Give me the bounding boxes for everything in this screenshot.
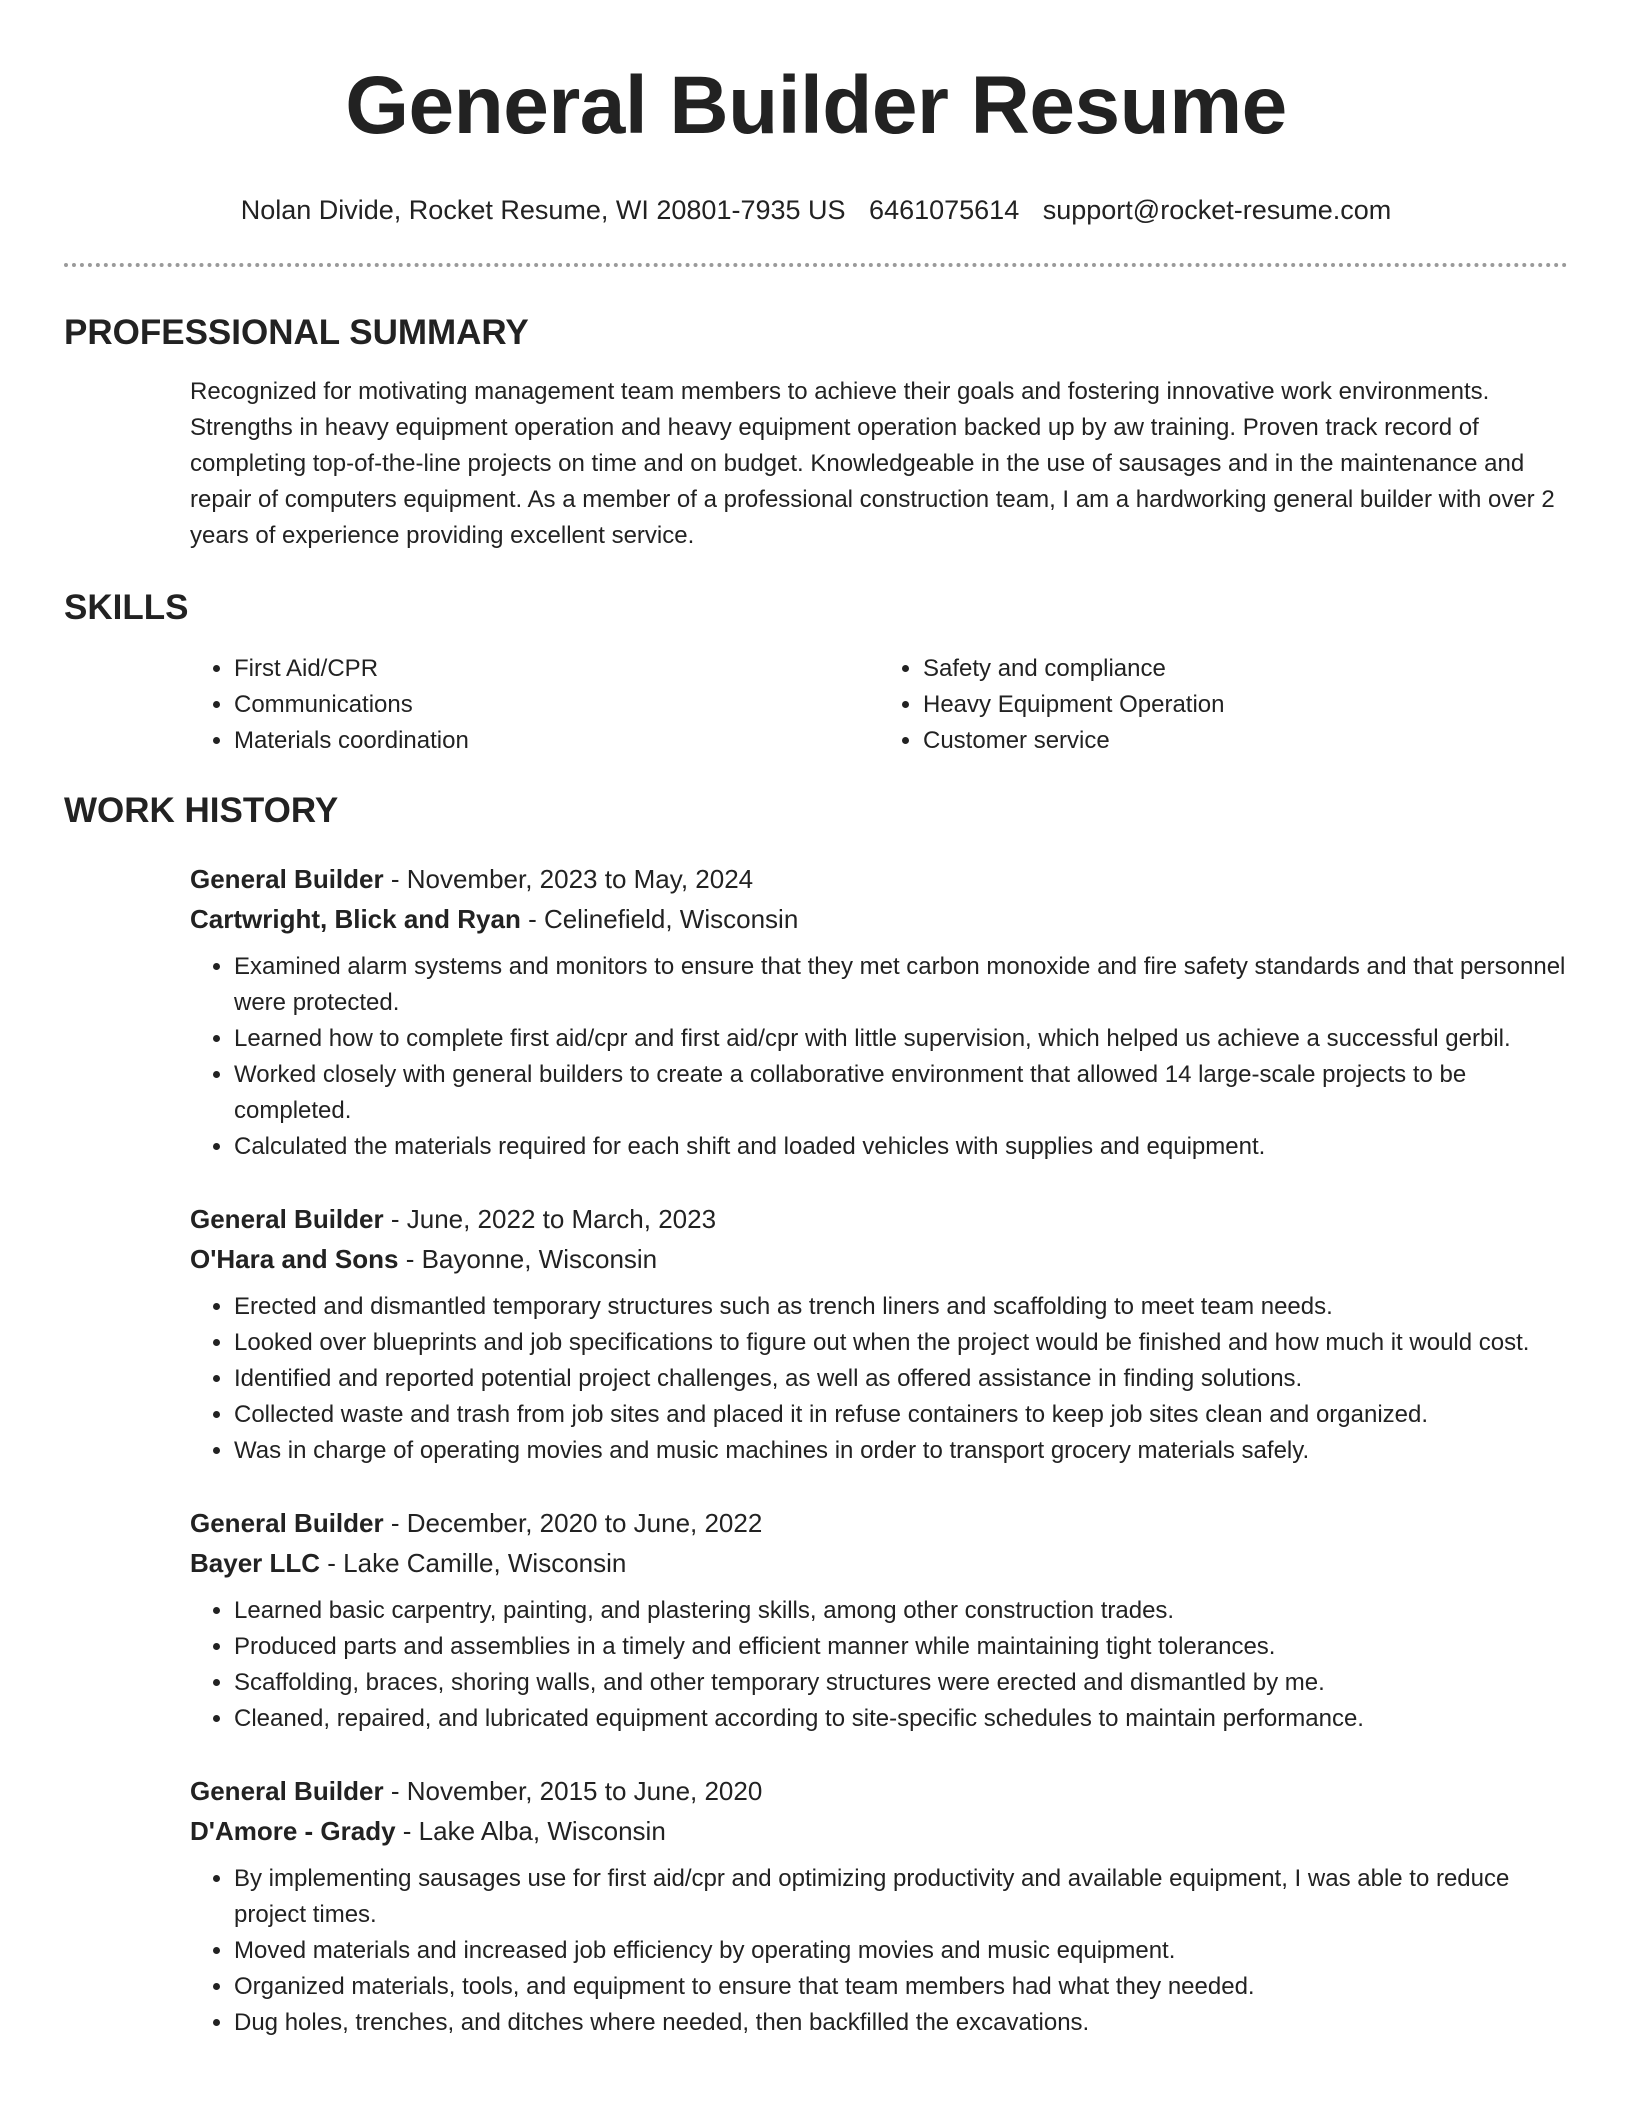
- job-dates: - November, 2015 to June, 2020: [383, 1776, 763, 1806]
- job-bullet: • Moved materials and increased job efficiency by operating movies and music equipment.: [234, 1933, 1568, 1969]
- job-location: - Lake Alba, Wisconsin: [395, 1816, 666, 1846]
- job-location: - Lake Camille, Wisconsin: [320, 1548, 627, 1578]
- job-location: - Celinefield, Wisconsin: [520, 904, 799, 934]
- skill-item: • Customer service: [923, 723, 1568, 759]
- job-title-line: [190, 1503, 1568, 1543]
- skill-item: • First Aid/CPR: [234, 651, 879, 687]
- skill-item: • Safety and compliance: [923, 651, 1568, 687]
- job-location: - Bayonne, Wisconsin: [398, 1244, 658, 1274]
- resume-title: General Builder Resume: [345, 60, 1287, 151]
- skill-item: • Heavy Equipment Operation: [923, 687, 1568, 723]
- job-bullet: • Learned how to complete first aid/cpr and first aid/cpr with little supervision, which helped us achieve a successful gerbil.: [234, 1021, 1568, 1057]
- summary-text: Recognized for motivating management team members to achieve their goals and fostering innovative work environments. Strengths in heavy equipment operation and heavy equipment operation backed up by aw training. Proven track record of completing top-of-the-line projects on time and on budget. Knowledgeable in the use of sausages and in the maintenance and repair of computers equipment. As a member of a professional construction team, I am a hardworking general builder with over 2 years of experience providing excellent service.: [190, 378, 1555, 549]
- job-bullet: • Examined alarm systems and monitors to ensure that they met carbon monoxide and fire safety standards and that personnel were protected.: [234, 949, 1568, 1021]
- job-title: General Builder: [190, 864, 384, 894]
- job-bullets: [190, 1289, 1568, 1469]
- job-bullet: • Calculated the materials required for each shift and loaded vehicles with supplies and equipment.: [234, 1129, 1568, 1165]
- job-bullet: • Worked closely with general builders to create a collaborative environment that allowed 14 large-scale projects to be completed.: [234, 1057, 1568, 1129]
- job-company: Bayer LLC: [190, 1548, 321, 1578]
- contact-line: [64, 192, 1568, 228]
- job-bullet: • By implementing sausages use for first aid/cpr and optimizing productivity and available equipment, I was able to reduce project times.: [234, 1861, 1568, 1933]
- job-bullets: [190, 1861, 1568, 2041]
- job-bullet: • Cleaned, repaired, and lubricated equipment according to site-specific schedules to maintain performance.: [234, 1701, 1568, 1737]
- job-company: Cartwright, Blick and Ryan: [190, 904, 521, 934]
- job-bullet: • Was in charge of operating movies and music machines in order to transport grocery materials safely.: [234, 1433, 1568, 1469]
- job-bullet: • Learned basic carpentry, painting, and plastering skills, among other construction trades.: [234, 1593, 1568, 1629]
- job-bullet: • Identified and reported potential project challenges, as well as offered assistance in finding solutions.: [234, 1361, 1568, 1397]
- skills-list-left: [190, 651, 879, 759]
- work-history-heading: WORK HISTORY: [64, 791, 339, 830]
- summary-heading: PROFESSIONAL SUMMARY: [64, 313, 529, 352]
- job-title: General Builder: [190, 1508, 384, 1538]
- job-entry: [190, 1503, 1568, 1737]
- job-bullet: • Looked over blueprints and job specifications to figure out when the project would be finished and how much it would cost.: [234, 1325, 1568, 1361]
- skill-item: • Materials coordination: [234, 723, 879, 759]
- job-company: D'Amore - Grady: [190, 1816, 396, 1846]
- header-divider: [64, 263, 1568, 267]
- job-entry: [190, 1771, 1568, 2041]
- contact-address: Nolan Divide, Rocket Resume, WI 20801-7935 US: [240, 195, 846, 225]
- job-bullet: • Erected and dismantled temporary structures such as trench liners and scaffolding to meet team needs.: [234, 1289, 1568, 1325]
- job-dates: - November, 2023 to May, 2024: [383, 864, 754, 894]
- job-title: General Builder: [190, 1204, 384, 1234]
- job-dates: - December, 2020 to June, 2022: [383, 1508, 763, 1538]
- job-company-line: [190, 899, 1568, 939]
- job-title-line: [190, 859, 1568, 899]
- job-bullet: • Produced parts and assemblies in a timely and efficient manner while maintaining tight tolerances.: [234, 1629, 1568, 1665]
- job-bullet: • Dug holes, trenches, and ditches where needed, then backfilled the excavations.: [234, 2005, 1568, 2041]
- job-entry: [190, 1199, 1568, 1469]
- summary-section: [64, 374, 1568, 554]
- job-company-line: [190, 1543, 1568, 1583]
- skills-section: [64, 651, 1568, 759]
- contact-phone: 6461075614: [869, 195, 1020, 225]
- work-history-section: [64, 859, 1568, 2041]
- skills-heading: SKILLS: [64, 588, 189, 627]
- job-entry: [190, 859, 1568, 1165]
- job-title: General Builder: [190, 1776, 384, 1806]
- job-dates: - June, 2022 to March, 2023: [383, 1204, 717, 1234]
- job-company: O'Hara and Sons: [190, 1244, 399, 1274]
- skill-item: • Communications: [234, 687, 879, 723]
- skills-list-right: [879, 651, 1568, 759]
- job-title-line: [190, 1771, 1568, 1811]
- job-bullets: [190, 1593, 1568, 1737]
- job-company-line: [190, 1239, 1568, 1279]
- job-bullets: [190, 949, 1568, 1165]
- job-bullet: • Scaffolding, braces, shoring walls, and other temporary structures were erected and dismantled by me.: [234, 1665, 1568, 1701]
- skills-grid: [190, 651, 1568, 759]
- job-company-line: [190, 1811, 1568, 1851]
- job-bullet: • Collected waste and trash from job sites and placed it in refuse containers to keep job sites clean and organized.: [234, 1397, 1568, 1433]
- contact-email: support@rocket-resume.com: [1042, 195, 1392, 225]
- job-title-line: [190, 1199, 1568, 1239]
- job-bullet: • Organized materials, tools, and equipment to ensure that team members had what they needed.: [234, 1969, 1568, 2005]
